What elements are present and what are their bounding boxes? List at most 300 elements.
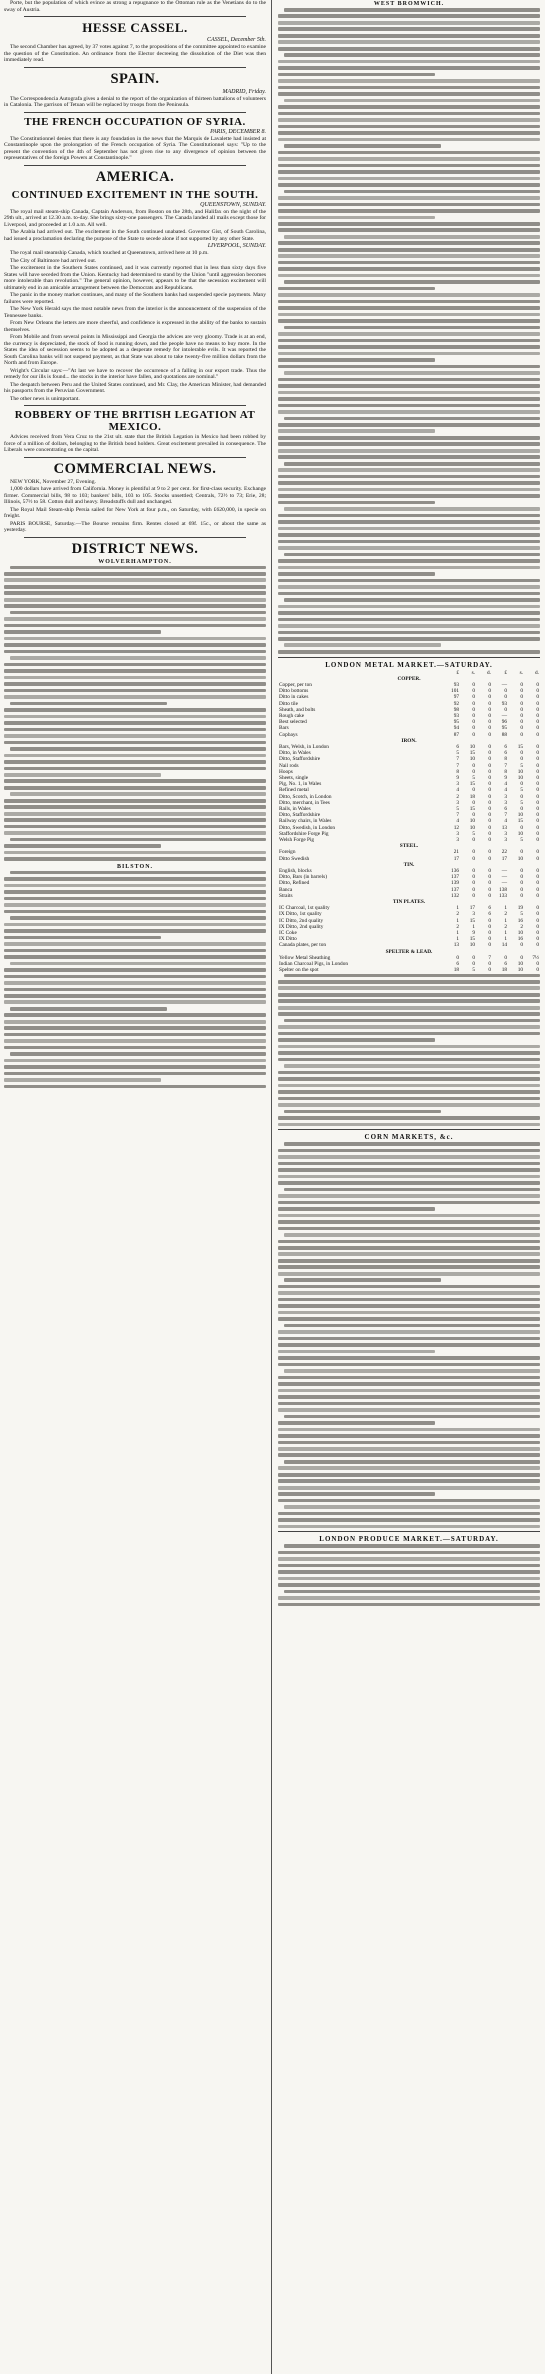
section-rule bbox=[278, 657, 540, 658]
illegible-text-line bbox=[278, 118, 540, 122]
westbrom-subheading: WEST BROMWICH. bbox=[373, 1, 445, 7]
robbery-heading: ROBBERY OF THE BRITISH LEGATION AT MEXICO. bbox=[14, 409, 256, 433]
illegible-text-line bbox=[4, 877, 266, 881]
table-cell: 15 bbox=[517, 818, 523, 825]
illegible-text-line bbox=[278, 1032, 540, 1036]
table-cell: 7 bbox=[456, 812, 459, 819]
table-cell: 0 bbox=[536, 849, 539, 856]
illegible-text-line bbox=[278, 339, 540, 343]
table-cell: 5 bbox=[520, 787, 523, 794]
table-cell: 6 bbox=[504, 743, 507, 750]
illegible-text-line bbox=[284, 1544, 540, 1548]
illegible-text-line bbox=[4, 1065, 266, 1069]
illegible-text-line bbox=[278, 1175, 540, 1179]
illegible-text-line bbox=[4, 773, 161, 777]
illegible-text-line bbox=[278, 1298, 540, 1302]
table-cell: Refined metal bbox=[279, 787, 309, 794]
table-cell: 15 bbox=[469, 936, 475, 943]
table-cell: 3 bbox=[504, 799, 507, 806]
illegible-text-line bbox=[278, 151, 540, 155]
table-cell: Straits bbox=[279, 892, 293, 899]
table-cell: 0 bbox=[488, 731, 491, 738]
table-cell: 0 bbox=[536, 961, 539, 968]
table-cell: 88 bbox=[501, 731, 507, 738]
illegible-text-line bbox=[278, 1155, 540, 1159]
table-cell: 14 bbox=[501, 942, 507, 949]
table-cell: 9 bbox=[456, 775, 459, 781]
illegible-text-line bbox=[4, 779, 266, 783]
french-heading: THE FRENCH OCCUPATION OF SYRIA. bbox=[24, 115, 246, 128]
bilston-text bbox=[4, 871, 266, 1089]
table-cell: 0 bbox=[536, 868, 539, 875]
table-cell: 0 bbox=[536, 911, 539, 918]
table-cell: 7 bbox=[456, 756, 459, 763]
table-cell: 0 bbox=[520, 731, 523, 738]
section-rule bbox=[24, 457, 246, 458]
table-cell: 2 bbox=[456, 923, 459, 930]
illegible-text-line bbox=[4, 884, 266, 888]
table-cell: 0 bbox=[472, 706, 475, 713]
table-cell: 13 bbox=[453, 942, 459, 949]
table-cell: 10 bbox=[517, 961, 523, 968]
illegible-text-line bbox=[4, 994, 266, 998]
illegible-text-line bbox=[278, 1570, 540, 1574]
illegible-text-line bbox=[278, 332, 540, 336]
illegible-text-line bbox=[278, 131, 540, 135]
illegible-text-line bbox=[278, 1201, 540, 1205]
table-cell: 2 bbox=[504, 911, 507, 918]
table-cell: 8 bbox=[504, 756, 507, 763]
table-cell: 5 bbox=[520, 837, 523, 844]
table-cell: 0 bbox=[536, 923, 539, 930]
bilston-subheading: BILSTON. bbox=[116, 863, 154, 870]
illegible-text-line bbox=[278, 488, 540, 492]
table-cell: 0 bbox=[488, 762, 491, 769]
table-section-label: COPPER. bbox=[397, 675, 421, 682]
illegible-text-line bbox=[278, 1220, 540, 1224]
table-cell: 15 bbox=[469, 806, 475, 813]
table-cell: 10 bbox=[469, 743, 475, 750]
table-cell: 17 bbox=[469, 905, 475, 912]
table-cell: 0 bbox=[536, 768, 539, 775]
america-text: The royal mail steamship Canada, which touched at Queenstown, arrived here at 10 p.m. bbox=[10, 250, 209, 256]
table-cell: 3 bbox=[504, 793, 507, 800]
illegible-text-line bbox=[278, 1214, 540, 1218]
illegible-text-line bbox=[10, 1052, 266, 1056]
table-cell: 0 bbox=[488, 930, 491, 937]
illegible-text-line bbox=[278, 1265, 540, 1269]
illegible-text-line bbox=[278, 125, 540, 129]
america-text: The City of Baltimore had arrived out. bbox=[10, 257, 97, 264]
illegible-text-line bbox=[278, 566, 540, 570]
table-cell: — bbox=[501, 712, 507, 719]
table-cell: 0 bbox=[456, 954, 459, 961]
table-cell: 15 bbox=[469, 750, 475, 757]
illegible-text-line bbox=[4, 1078, 161, 1082]
illegible-text-line bbox=[278, 248, 540, 252]
illegible-text-line bbox=[278, 1012, 540, 1016]
table-cell: Spelter on the spot bbox=[279, 967, 319, 974]
table-cell: 0 bbox=[536, 762, 539, 769]
table-cell: 0 bbox=[488, 719, 491, 726]
table-cell: 87 bbox=[453, 731, 459, 738]
table-cell: 10 bbox=[517, 830, 523, 837]
section-rule bbox=[278, 1531, 540, 1532]
illegible-text-line bbox=[4, 1000, 266, 1004]
table-cell: 0 bbox=[536, 806, 539, 813]
illegible-text-line bbox=[278, 170, 540, 174]
robbery-text: Advices received from Vera Cruz to the 21st ult. state that the British Legation in Mexico had been robbed by force of a million of dollars, belonging to the British bond holders. Great excitement prevailed in consequence. The Liberals were concentrating on the capital. bbox=[4, 434, 266, 453]
illegible-text-line bbox=[4, 767, 266, 771]
section-rule bbox=[24, 165, 246, 166]
table-cell: 16 bbox=[517, 936, 523, 943]
table-cell: 0 bbox=[488, 787, 491, 794]
illegible-text-line bbox=[278, 1492, 435, 1496]
table-cell: 4 bbox=[504, 787, 507, 794]
illegible-text-line bbox=[278, 1551, 540, 1555]
illegible-text-line bbox=[278, 21, 540, 25]
illegible-text-line bbox=[278, 993, 540, 997]
illegible-text-line bbox=[278, 579, 540, 583]
table-cell: 0 bbox=[536, 905, 539, 912]
illegible-text-line bbox=[278, 1194, 540, 1198]
table-header-cell: d. bbox=[487, 669, 491, 676]
illegible-text-line bbox=[278, 1408, 540, 1412]
illegible-text-line bbox=[278, 14, 540, 18]
table-cell: 0 bbox=[472, 868, 475, 875]
illegible-text-line bbox=[278, 494, 540, 498]
illegible-text-line bbox=[278, 1466, 540, 1470]
illegible-text-line bbox=[278, 1038, 435, 1042]
illegible-text-line bbox=[278, 241, 540, 245]
illegible-text-line bbox=[4, 1046, 266, 1050]
illegible-text-line bbox=[278, 1512, 540, 1516]
illegible-text-line bbox=[4, 799, 266, 803]
table-cell: 0 bbox=[488, 681, 491, 688]
illegible-text-line bbox=[4, 955, 266, 959]
table-cell: 10 bbox=[469, 756, 475, 763]
table-cell: 0 bbox=[472, 712, 475, 719]
table-cell: 0 bbox=[520, 750, 523, 757]
table-cell: 3 bbox=[456, 799, 459, 806]
illegible-text-line bbox=[278, 1025, 540, 1029]
table-cell: 0 bbox=[536, 725, 539, 732]
illegible-text-line bbox=[278, 546, 540, 550]
table-cell: 0 bbox=[472, 961, 475, 968]
illegible-text-line bbox=[4, 1039, 266, 1043]
illegible-text-line bbox=[284, 553, 540, 557]
wolverhampton-subheading: WOLVERHAMPTON. bbox=[98, 558, 172, 565]
america-text: The Arabia had arrived out. The excitement in the South continued unabated. Governor Gist, of South Carolina, had issued a proclamation declaring the purpose of the State to secede alone if not supported by any other State. bbox=[4, 229, 266, 242]
illegible-text-line bbox=[278, 572, 435, 576]
illegible-text-line bbox=[284, 1505, 540, 1509]
table-cell: 0 bbox=[536, 892, 539, 899]
section-rule bbox=[24, 537, 246, 538]
table-cell: IX Ditto, 2nd quality bbox=[279, 923, 324, 930]
illegible-text-line bbox=[4, 1059, 266, 1063]
illegible-text-line bbox=[278, 1168, 540, 1172]
illegible-text-line bbox=[278, 209, 540, 213]
table-cell: 3 bbox=[456, 781, 459, 788]
table-cell: 0 bbox=[536, 824, 539, 831]
table-cell: 95 bbox=[453, 719, 459, 726]
table-cell: 0 bbox=[472, 880, 475, 887]
table-cell: Ditto, Staffordshire bbox=[279, 812, 321, 819]
illegible-text-line bbox=[278, 79, 540, 83]
illegible-text-line bbox=[278, 540, 540, 544]
district-heading: DISTRICT NEWS. bbox=[71, 540, 199, 557]
table-cell: 0 bbox=[536, 787, 539, 794]
commercial-text: PARIS BOURSE, Saturday.—The Bourse remains firm. Rentes closed at 69f. 15c., or about the same as yesterday. bbox=[4, 520, 266, 533]
table-cell: 0 bbox=[520, 954, 523, 961]
table-cell: 0 bbox=[536, 874, 539, 881]
illegible-text-line bbox=[4, 929, 266, 933]
illegible-text-line bbox=[4, 1020, 266, 1024]
illegible-text-line bbox=[278, 1577, 540, 1581]
table-cell: 0 bbox=[536, 688, 539, 695]
table-cell: IC Coke bbox=[279, 930, 297, 937]
illegible-text-line bbox=[278, 222, 540, 226]
illegible-text-line bbox=[4, 831, 266, 835]
table-cell: 0 bbox=[504, 954, 507, 961]
table-cell: 0 bbox=[488, 892, 491, 899]
table-cell: 10 bbox=[517, 812, 523, 819]
illegible-text-line bbox=[278, 92, 540, 96]
table-cell: 0 bbox=[472, 787, 475, 794]
table-cell: Railway chairs, in Wales bbox=[279, 818, 332, 825]
illegible-text-line bbox=[278, 1246, 540, 1250]
table-cell: 0 bbox=[488, 849, 491, 856]
corn-market-heading: CORN MARKETS, &c. bbox=[364, 1133, 454, 1142]
table-cell: 0 bbox=[536, 818, 539, 825]
commercial-heading: COMMERCIAL NEWS. bbox=[53, 460, 217, 477]
illegible-text-line bbox=[278, 1389, 540, 1393]
illegible-text-line bbox=[278, 112, 540, 116]
section-rule bbox=[24, 405, 246, 406]
illegible-text-line bbox=[278, 481, 540, 485]
illegible-text-line bbox=[278, 624, 540, 628]
table-cell: 0 bbox=[536, 855, 539, 862]
illegible-text-line bbox=[278, 1337, 540, 1341]
left-column bbox=[4, 0, 266, 1091]
illegible-text-line bbox=[278, 429, 435, 433]
table-cell: 138 bbox=[499, 886, 507, 893]
illegible-text-line bbox=[4, 1033, 266, 1037]
illegible-text-line bbox=[284, 1460, 540, 1464]
illegible-text-line bbox=[278, 397, 540, 401]
table-cell: 4 bbox=[504, 818, 507, 825]
table-cell: Ditto bottoms bbox=[279, 688, 309, 695]
table-section-label: STEEL. bbox=[399, 843, 419, 850]
illegible-text-line bbox=[4, 975, 266, 979]
table-cell: 8 bbox=[456, 768, 459, 775]
produce-market-text bbox=[278, 1544, 540, 1606]
illegible-text-line bbox=[278, 1382, 540, 1386]
table-cell: 1 bbox=[456, 917, 459, 924]
table-cell: 4 bbox=[504, 781, 507, 788]
illegible-text-line bbox=[4, 598, 266, 602]
illegible-text-line bbox=[278, 1603, 540, 1607]
table-cell: 92 bbox=[453, 700, 459, 707]
table-cell: Ditto Swedish bbox=[279, 855, 310, 862]
section-rule bbox=[24, 112, 246, 113]
table-cell: 0 bbox=[472, 874, 475, 881]
table-cell: — bbox=[501, 868, 507, 875]
illegible-text-line bbox=[278, 105, 540, 109]
table-cell: 17 bbox=[501, 855, 507, 862]
table-cell: 0 bbox=[472, 768, 475, 775]
table-cell: Canada plates, per ton bbox=[279, 942, 327, 949]
illegible-text-line bbox=[278, 436, 540, 440]
table-cell: 98 bbox=[453, 706, 459, 713]
illegible-text-line bbox=[4, 728, 266, 732]
table-cell: Bars, Welsh, in London bbox=[279, 743, 329, 750]
hesse-dateline: CASSEL, December 5th. bbox=[207, 37, 266, 43]
illegible-text-line bbox=[278, 631, 540, 635]
table-cell: 0 bbox=[536, 700, 539, 707]
table-cell: Rough cake bbox=[279, 712, 305, 719]
french-text: The Constitutionnel denies that there is any foundation in the news that the Marquis de Lavalette had insisted at Constantinople upon the prolongation of the French occupation of Syria. The Constitutionnel says: "Up to the present the convention of the 4th of September has not given rise to any divergence of opinion between the representatives of the foreign Powers at Constantinople." bbox=[4, 135, 266, 161]
table-cell: 0 bbox=[520, 824, 523, 831]
table-cell: 0 bbox=[472, 837, 475, 844]
table-cell: 0 bbox=[504, 688, 507, 695]
table-cell: Ditto in cakes bbox=[279, 694, 309, 701]
america-text: The panic in the money market continues, and many of the Southern banks had suspended specie payments. Many failures were reported. bbox=[4, 292, 266, 305]
table-cell: 0 bbox=[488, 824, 491, 831]
table-cell: 0 bbox=[520, 874, 523, 881]
table-cell: 0 bbox=[488, 743, 491, 750]
illegible-text-line bbox=[278, 1006, 540, 1010]
table-cell: 9 bbox=[472, 930, 475, 937]
illegible-text-line bbox=[4, 851, 266, 855]
table-cell: Ditto, Refined bbox=[279, 880, 310, 887]
table-cell: 0 bbox=[472, 954, 475, 961]
table-section-label: SPELTER & LEAD. bbox=[385, 948, 433, 955]
illegible-text-line bbox=[278, 138, 540, 142]
table-cell: English, blocks bbox=[279, 868, 312, 875]
illegible-text-line bbox=[10, 871, 266, 875]
illegible-text-line bbox=[278, 514, 540, 518]
table-cell: 3 bbox=[456, 837, 459, 844]
illegible-text-line bbox=[284, 507, 540, 511]
table-cell: 7 bbox=[488, 954, 491, 961]
table-cell: 0 bbox=[488, 942, 491, 949]
table-cell: 10 bbox=[469, 818, 475, 825]
table-cell: 4 bbox=[456, 818, 459, 825]
illegible-text-line bbox=[278, 1557, 540, 1561]
table-cell: 0 bbox=[488, 775, 491, 781]
table-cell: 1 bbox=[504, 930, 507, 937]
illegible-text-line bbox=[10, 611, 266, 615]
table-cell: 1 bbox=[504, 936, 507, 943]
illegible-text-line bbox=[284, 1233, 540, 1237]
table-cell: 10 bbox=[517, 930, 523, 937]
illegible-text-line bbox=[4, 910, 266, 914]
illegible-text-line bbox=[278, 1227, 540, 1231]
illegible-text-line bbox=[10, 656, 266, 660]
table-cell: Ditto, Bars (in barrels) bbox=[279, 874, 327, 881]
table-cell: 0 bbox=[488, 806, 491, 813]
illegible-text-line bbox=[278, 1317, 540, 1321]
table-cell: IC Charcoal, 1st quality bbox=[279, 905, 330, 912]
illegible-text-line bbox=[278, 1499, 540, 1503]
table-cell: 0 bbox=[520, 942, 523, 949]
illegible-text-line bbox=[278, 1090, 540, 1094]
illegible-text-line bbox=[284, 598, 540, 602]
table-cell: 0 bbox=[488, 756, 491, 763]
illegible-text-line bbox=[4, 617, 266, 621]
illegible-text-line bbox=[4, 936, 161, 940]
table-cell: 96 bbox=[501, 719, 507, 726]
illegible-text-line bbox=[278, 306, 540, 310]
illegible-text-line bbox=[4, 805, 266, 809]
illegible-text-line bbox=[278, 358, 435, 362]
metal-market-heading: LONDON METAL MARKET.—SATURDAY. bbox=[325, 660, 493, 669]
illegible-text-line bbox=[278, 1116, 540, 1120]
illegible-text-line bbox=[278, 527, 540, 531]
table-cell: Indian Charcoal Pigs, in London bbox=[279, 961, 348, 968]
table-cell: Best selected bbox=[279, 719, 307, 726]
table-cell: 10 bbox=[517, 855, 523, 862]
table-cell: 0 bbox=[488, 700, 491, 707]
illegible-text-line bbox=[278, 384, 540, 388]
illegible-text-line bbox=[10, 916, 266, 920]
spain-dateline: MADRID, Friday. bbox=[222, 88, 266, 95]
illegible-text-line bbox=[4, 890, 266, 894]
table-header-cell: d. bbox=[535, 669, 539, 676]
illegible-text-line bbox=[278, 404, 540, 408]
table-cell: 15 bbox=[469, 917, 475, 924]
illegible-text-line bbox=[278, 378, 540, 382]
illegible-text-line bbox=[4, 1072, 266, 1076]
table-cell: 0 bbox=[488, 712, 491, 719]
table-cell: 0 bbox=[488, 725, 491, 732]
illegible-text-line bbox=[278, 618, 540, 622]
table-cell: 137 bbox=[451, 874, 459, 881]
table-cell: 139 bbox=[451, 880, 459, 887]
table-cell: 5 bbox=[520, 799, 523, 806]
table-cell: 0 bbox=[536, 719, 539, 726]
table-cell: Copbays bbox=[279, 731, 298, 738]
illegible-text-line bbox=[278, 1596, 540, 1600]
illegible-text-line bbox=[284, 1590, 540, 1594]
table-cell: 0 bbox=[504, 694, 507, 701]
table-cell: 0 bbox=[536, 967, 539, 974]
table-cell: 0 bbox=[488, 781, 491, 788]
illegible-text-line bbox=[278, 1363, 540, 1367]
table-cell: 94 bbox=[453, 725, 459, 732]
table-cell: 0 bbox=[472, 731, 475, 738]
table-cell: 5 bbox=[472, 967, 475, 974]
illegible-text-line bbox=[278, 1149, 540, 1153]
table-cell: 0 bbox=[536, 793, 539, 800]
table-cell: IX Ditto, 1st quality bbox=[279, 911, 322, 918]
illegible-text-line bbox=[4, 650, 266, 654]
table-cell: 132 bbox=[451, 892, 459, 899]
illegible-text-line bbox=[278, 1252, 540, 1256]
wolverhampton-text bbox=[4, 566, 266, 861]
table-cell: 0 bbox=[472, 700, 475, 707]
table-cell: Ditto, Staffordshire bbox=[279, 756, 321, 763]
illegible-text-line bbox=[278, 410, 540, 414]
table-cell: 0 bbox=[536, 743, 539, 750]
illegible-text-line bbox=[4, 754, 266, 758]
illegible-text-line bbox=[284, 462, 540, 466]
table-cell: 5 bbox=[456, 750, 459, 757]
illegible-text-line bbox=[4, 760, 266, 764]
illegible-text-line bbox=[278, 1103, 540, 1107]
illegible-text-line bbox=[284, 1415, 540, 1419]
